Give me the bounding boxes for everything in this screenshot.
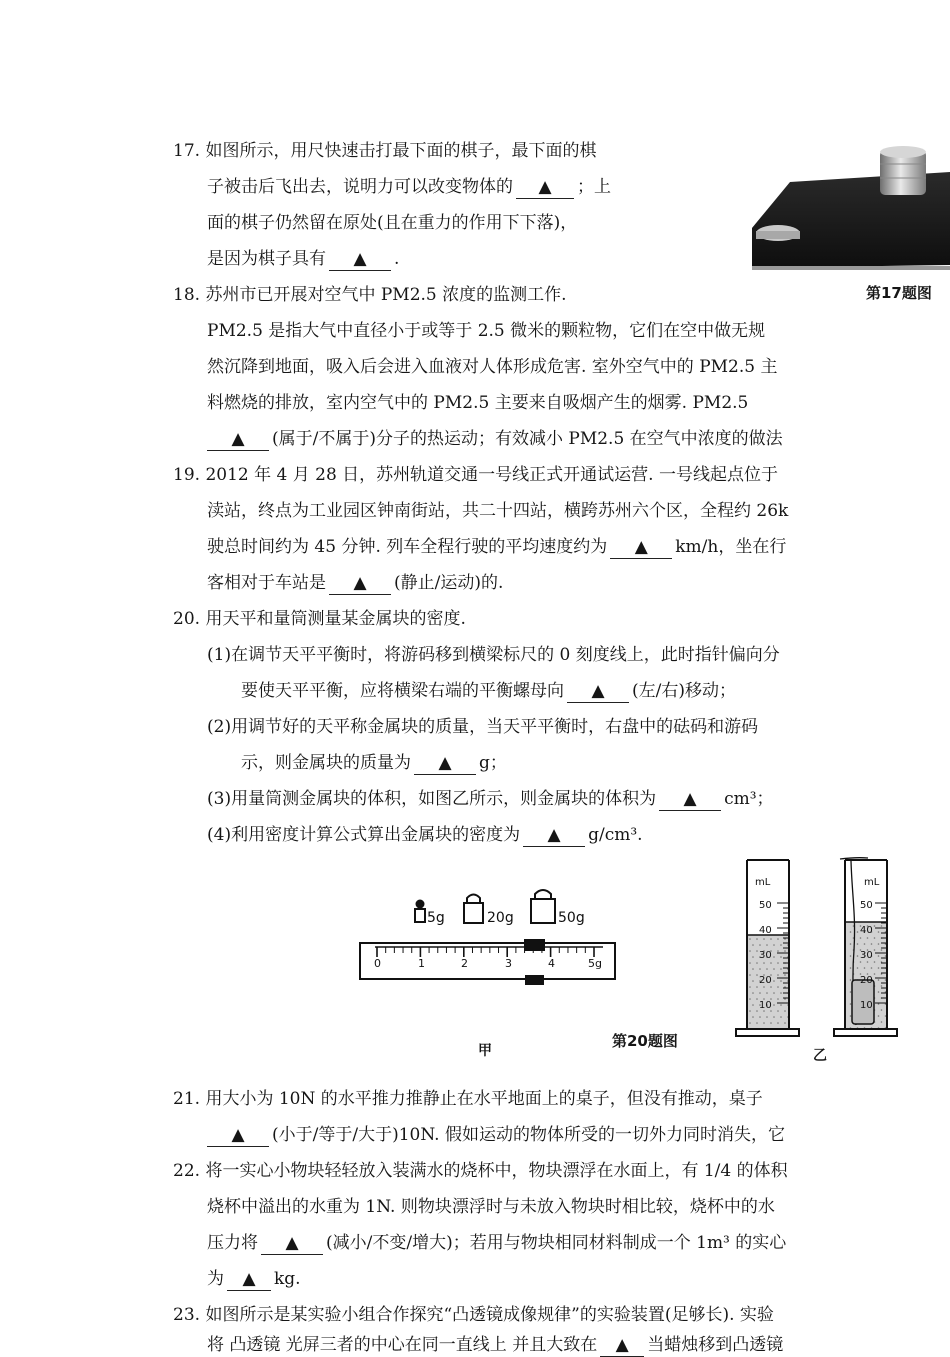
water-dot xyxy=(864,943,866,945)
answer-blank[interactable]: ▲ xyxy=(207,1124,269,1147)
water-dot xyxy=(881,1021,883,1023)
weight-20g xyxy=(464,895,514,927)
weight-label: 20g xyxy=(487,910,514,926)
water-dot xyxy=(860,937,862,939)
water-dot xyxy=(773,968,775,970)
fig20-caption: 第20题图 xyxy=(612,1032,678,1050)
top-checker xyxy=(880,146,926,158)
q22-line3: 压力将 ▲ (减小/不变/增大)；若用与物块相同材料制成一个 1m³ 的实心 xyxy=(207,1233,787,1253)
tick-label: 40 xyxy=(759,925,772,936)
q19-line4: 客相对于车站是 ▲ (静止/运动)的. xyxy=(207,573,504,593)
q17-line3: 面的棋子仍然留在原处(且在重力的作用下下落)， xyxy=(207,213,578,233)
tick-label: 2 xyxy=(461,957,468,970)
water-dot xyxy=(878,943,880,945)
water-dot xyxy=(777,1010,779,1012)
water-dot xyxy=(749,998,751,1000)
tick-label: 30 xyxy=(759,950,772,961)
tick-label: 50 xyxy=(860,900,873,911)
q22-line1: 22. 将一实心小物块轻轻放入装满水的烧杯中，物块漂浮在水面上，有 1/4 的体积 xyxy=(173,1161,788,1181)
answer-blank[interactable]: ▲ xyxy=(414,752,476,775)
water-dot xyxy=(850,1003,852,1005)
q18-line4: 料燃烧的排放，室内空气中的 PM2.5 主要来自吸烟产生的烟雾. PM2.5 xyxy=(207,393,749,413)
q23-line2: 将 凸透镜 光屏三者的中心在同一直线上 并且大致在 ▲ 当蜡烛移到凸透镜 xyxy=(207,1335,784,1355)
water-dot xyxy=(878,991,880,993)
water-dot xyxy=(777,938,779,940)
water-dot xyxy=(759,944,761,946)
cylinder-with-block xyxy=(834,858,897,1036)
water-dot xyxy=(857,955,859,957)
water-dot xyxy=(766,944,768,946)
rider-base xyxy=(525,975,544,985)
q20-part2-line1: (2)用调节好的天平称金属块的质量，当天平平衡时，右盘中的砝码和游码 xyxy=(207,717,759,737)
scale-tick-labels xyxy=(374,957,602,970)
q17-line2: 子被击后飞出去，说明力可以改变物体的 ▲ ；上 xyxy=(207,177,611,197)
water-dot xyxy=(881,985,883,987)
tick-label: 10 xyxy=(759,1000,772,1011)
water-dot xyxy=(749,1010,751,1012)
q21-line2: ▲ (小于/等于/大于)10N. 假如运动的物体所受的一切外力同时消失，它 xyxy=(207,1124,785,1147)
checker-stack-figure xyxy=(752,140,950,270)
tick-label: 10 xyxy=(860,1000,873,1011)
water-dot xyxy=(850,967,852,969)
water-dot xyxy=(759,1016,761,1018)
water-dot xyxy=(756,1022,758,1024)
water-dot xyxy=(773,956,775,958)
q20-part3: (3)用量筒测金属块的体积，如图乙所示，则金属块的体积为 ▲ cm³； xyxy=(207,789,774,809)
water-dot xyxy=(878,967,880,969)
tick-label: 50 xyxy=(759,900,772,911)
water-dot xyxy=(871,943,873,945)
water-dot xyxy=(756,938,758,940)
cylinder-water-only xyxy=(736,860,799,1036)
water-dot xyxy=(752,1016,754,1018)
water-dot xyxy=(780,1004,782,1006)
answer-blank[interactable]: ▲ xyxy=(600,1334,644,1357)
tick-label: 0 xyxy=(374,957,381,970)
weight-label: 5g xyxy=(427,910,445,926)
q22-line2: 烧杯中溢出的水重为 1N. 则物块漂浮时与未放入物块时相比较，烧杯中的水 xyxy=(207,1197,775,1217)
water-dot xyxy=(878,931,880,933)
water-dot xyxy=(752,944,754,946)
water-dot xyxy=(752,992,754,994)
water-dot xyxy=(874,961,876,963)
water-dot xyxy=(763,1022,765,1024)
q20-part1-line1: (1)在调节天平平衡时，将游码移到横梁标尺的 0 刻度线上，此时指针偏向分 xyxy=(207,645,780,665)
water-dot xyxy=(857,943,859,945)
water-dot xyxy=(784,974,786,976)
q19-line1: 19. 2012 年 4 月 28 日，苏州轨道交通一号线正式开通试运营. 一号线起点位于 xyxy=(173,465,778,485)
water-dot xyxy=(871,967,873,969)
water-dot xyxy=(850,955,852,957)
water-dot xyxy=(756,950,758,952)
rider-slider xyxy=(524,939,545,951)
water-dot xyxy=(777,974,779,976)
water-dot xyxy=(784,1010,786,1012)
tick-label: 3 xyxy=(505,957,512,970)
water-dot xyxy=(773,1004,775,1006)
answer-blank[interactable]: ▲ xyxy=(207,428,269,451)
water-dot xyxy=(749,962,751,964)
water-dot xyxy=(777,998,779,1000)
water-dot xyxy=(857,931,859,933)
water-dot xyxy=(780,968,782,970)
water-dot xyxy=(773,944,775,946)
water-dot xyxy=(763,962,765,964)
water-dot xyxy=(773,992,775,994)
q19-line3: 驶总时间约为 45 分钟. 列车全程行驶的平均速度约为 ▲ km/h，坐在行 xyxy=(207,537,787,557)
q21-line1: 21. 用大小为 10N 的水平推力推静止在水平地面上的桌子，但没有推动，桌子 xyxy=(173,1089,763,1109)
water-dot xyxy=(766,992,768,994)
water-dot xyxy=(773,1016,775,1018)
answer-blank[interactable]: ▲ xyxy=(567,680,629,703)
q23-line1: 23. 如图所示是某实验小组合作探究“凸透镜成像规律”的实验装置(足够长). 实验 xyxy=(173,1305,774,1325)
balance-figure-jia xyxy=(355,885,620,995)
water-dot xyxy=(867,937,869,939)
q20-part4: (4)利用密度计算公式算出金属块的密度为 ▲ g/cm³. xyxy=(207,825,643,845)
answer-blank[interactable]: ▲ xyxy=(329,572,391,595)
q18-line2: PM2.5 是指大气中直径小于或等于 2.5 微米的颗粒物，它们在空中做无规 xyxy=(207,321,766,341)
water-dot xyxy=(864,967,866,969)
cylinder-unit: mL xyxy=(864,877,880,888)
water-dot xyxy=(777,986,779,988)
q20-part1-line2: 要使天平平衡，应将横梁右端的平衡螺母向 ▲ (左/右)移动； xyxy=(241,681,736,701)
water-dot xyxy=(850,991,852,993)
water-dot xyxy=(752,956,754,958)
water-dot xyxy=(780,980,782,982)
water-dot xyxy=(878,955,880,957)
weight-50g xyxy=(531,890,585,926)
water-dot xyxy=(780,956,782,958)
tick-label: 5g xyxy=(588,957,602,970)
water-dot xyxy=(756,998,758,1000)
answer-blank[interactable]: ▲ xyxy=(523,824,585,847)
water-dot xyxy=(874,937,876,939)
water-dot xyxy=(759,992,761,994)
water-dot xyxy=(749,938,751,940)
tick-label: 40 xyxy=(860,925,873,936)
water-dot xyxy=(850,943,852,945)
water-dot xyxy=(777,962,779,964)
water-dot xyxy=(749,950,751,952)
q18-line1: 18. 苏州市已开展对空气中 PM2.5 浓度的监测工作. xyxy=(173,285,567,305)
water-dot xyxy=(784,950,786,952)
answer-blank[interactable]: ▲ xyxy=(261,1232,323,1255)
fig17-caption: 第17题图 xyxy=(866,284,932,302)
weight-5g xyxy=(415,900,445,927)
water-dot xyxy=(749,986,751,988)
water-dot xyxy=(780,992,782,994)
water-dot xyxy=(780,944,782,946)
tick-label: 4 xyxy=(548,957,555,970)
q20-part2-line2: 示，则金属块的质量为 ▲ g； xyxy=(241,753,507,773)
water-dot xyxy=(881,949,883,951)
water-dot xyxy=(756,1010,758,1012)
water-dot xyxy=(874,925,876,927)
water-dot xyxy=(850,979,852,981)
water-dot xyxy=(777,950,779,952)
water-dot xyxy=(773,980,775,982)
answer-blank[interactable]: ▲ xyxy=(329,248,391,271)
water-dot xyxy=(766,1016,768,1018)
water-dot xyxy=(763,938,765,940)
water-dot xyxy=(756,974,758,976)
q18-line3: 然沉降到地面，吸入后会进入血液对人体形成危害. 室外空气中的 PM2.5 主 xyxy=(207,357,778,377)
water-dot xyxy=(874,949,876,951)
q19-line2: 渎站，终点为工业园区钟南街站，共二十四站，横跨苏州六个区，全程约 26k xyxy=(207,501,789,521)
water-dot xyxy=(881,925,883,927)
water-dot xyxy=(867,961,869,963)
water-dot xyxy=(857,967,859,969)
water-dot xyxy=(766,968,768,970)
water-dot xyxy=(752,1004,754,1006)
water-dot xyxy=(749,974,751,976)
q17-line4: 是因为棋子具有 ▲ . xyxy=(207,249,400,269)
water-dot xyxy=(749,1022,751,1024)
water-dot xyxy=(752,968,754,970)
water-dot xyxy=(752,980,754,982)
water-dot xyxy=(770,962,772,964)
q17-line1: 17. 如图所示，用尺快速击打最下面的棋子，最下面的棋 xyxy=(173,141,597,161)
water-dot xyxy=(777,1022,779,1024)
water-dot xyxy=(756,986,758,988)
label-yi: 乙 xyxy=(813,1048,827,1064)
water-dot xyxy=(878,1015,880,1017)
tick-label: 20 xyxy=(759,975,772,986)
water-dot xyxy=(850,1015,852,1017)
answer-blank[interactable]: ▲ xyxy=(227,1268,271,1291)
weight-label: 50g xyxy=(558,910,585,926)
water-dot xyxy=(874,973,876,975)
water-dot xyxy=(770,1022,772,1024)
water-dot xyxy=(860,961,862,963)
water-dot xyxy=(850,931,852,933)
answer-blank[interactable]: ▲ xyxy=(659,788,721,811)
water-dot xyxy=(756,962,758,964)
water-dot xyxy=(878,979,880,981)
water-dot xyxy=(759,968,761,970)
water-dot xyxy=(770,986,772,988)
tick-label: 20 xyxy=(860,975,873,986)
tick-label: 30 xyxy=(860,950,873,961)
q22-line4: 为 ▲ kg. xyxy=(207,1269,301,1289)
answer-blank[interactable]: ▲ xyxy=(516,176,574,199)
water-dot xyxy=(780,1016,782,1018)
water-dot xyxy=(770,938,772,940)
q20-line1: 20. 用天平和量筒测量某金属块的密度. xyxy=(173,609,466,629)
tick-label: 1 xyxy=(418,957,425,970)
q18-line5: ▲ (属于/不属于)分子的热运动；有效减小 PM2.5 在空气中浓度的做法 xyxy=(207,428,783,451)
water-dot xyxy=(784,1022,786,1024)
water-dot xyxy=(881,1009,883,1011)
cylinder-unit: mL xyxy=(755,877,771,888)
answer-blank[interactable]: ▲ xyxy=(610,536,672,559)
water-dot xyxy=(763,986,765,988)
cylinders-figure-yi xyxy=(728,855,908,1045)
label-jia: 甲 xyxy=(478,1043,492,1059)
